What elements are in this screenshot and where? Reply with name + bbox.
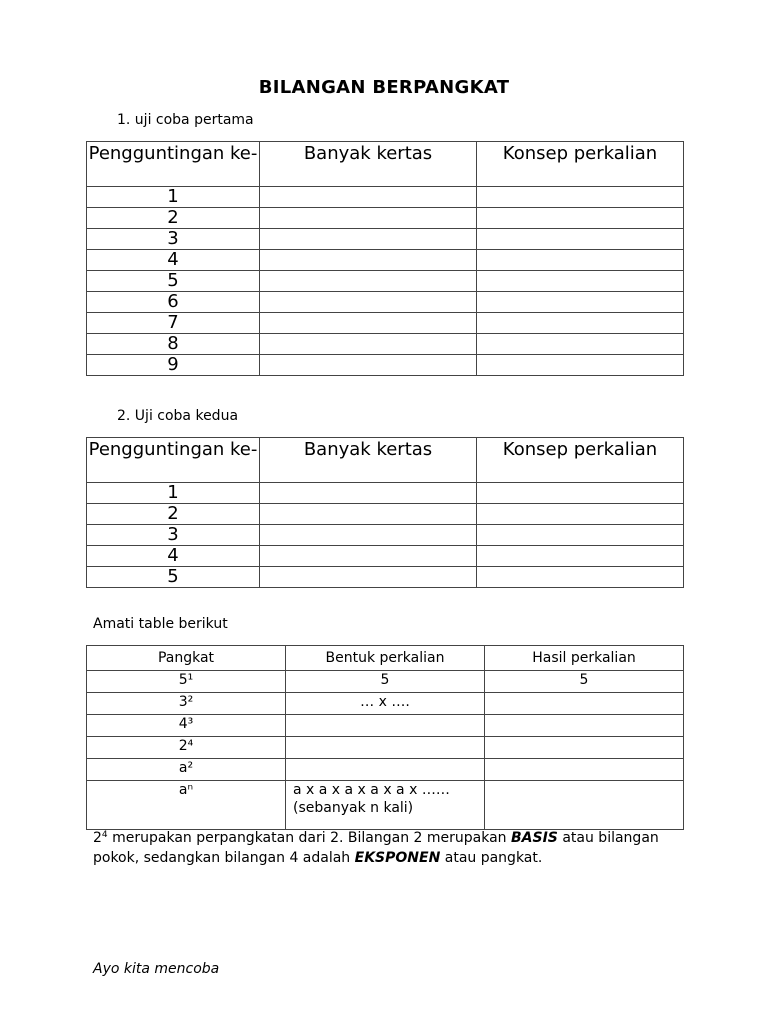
banyak-kertas-cell: [260, 525, 477, 546]
header-konsep-perkalian: Konsep perkalian: [477, 438, 684, 483]
para-text-3: atau pangkat.: [440, 850, 543, 866]
table-row: [87, 334, 684, 355]
pangkat-cell: 4³: [87, 715, 286, 737]
konsep-perkalian-cell: [477, 567, 684, 588]
page-title: BILANGAN BERPANGKAT: [258, 77, 510, 98]
konsep-perkalian-cell: [477, 355, 684, 376]
banyak-kertas-cell: [260, 504, 477, 525]
row-number: 2: [87, 504, 260, 525]
banyak-kertas-cell: [260, 250, 477, 271]
konsep-perkalian-cell: [477, 208, 684, 229]
table-row: [87, 759, 684, 781]
para-text-1: merupakan perpangkatan dari 2. Bilangan 2 merupakan: [107, 830, 511, 846]
table-uji-coba-pertama: [86, 141, 684, 376]
row-number: 8: [87, 334, 260, 355]
bentuk-perkalian-cell: … x ….: [286, 693, 485, 715]
table-row: [87, 483, 684, 504]
table-row: [87, 271, 684, 292]
row-number: 1: [87, 187, 260, 208]
header-konsep-perkalian: Konsep perkalian: [477, 142, 684, 187]
table-row: [87, 313, 684, 334]
header-banyak-kertas: Banyak kertas: [260, 438, 477, 483]
footer-text: Ayo kita mencoba: [93, 961, 220, 977]
table-row: [87, 355, 684, 376]
header-pengguntingan: Pengguntingan ke-: [87, 438, 260, 483]
bentuk-perkalian-cell: a x a x a x a x a x …… (sebanyak n kali): [286, 781, 485, 830]
konsep-perkalian-cell: [477, 546, 684, 567]
konsep-perkalian-cell: [477, 271, 684, 292]
banyak-kertas-cell: [260, 546, 477, 567]
header-pangkat: Pangkat: [87, 646, 286, 671]
section2-heading: 2. Uji coba kedua: [117, 408, 239, 424]
row-number: 3: [87, 229, 260, 250]
table-row: [87, 292, 684, 313]
hasil-perkalian-cell: [485, 759, 684, 781]
banyak-kertas-cell: [260, 313, 477, 334]
bentuk-perkalian-cell: [286, 715, 485, 737]
table-row: [87, 229, 684, 250]
base-number: 2: [93, 830, 102, 846]
pangkat-cell: 5¹: [87, 671, 286, 693]
konsep-perkalian-cell: [477, 292, 684, 313]
konsep-perkalian-cell: [477, 250, 684, 271]
row-number: 6: [87, 292, 260, 313]
hasil-perkalian-cell: [485, 693, 684, 715]
banyak-kertas-cell: [260, 567, 477, 588]
row-number: 4: [87, 250, 260, 271]
header-pengguntingan: Pengguntingan ke-: [87, 142, 260, 187]
konsep-perkalian-cell: [477, 483, 684, 504]
explanation-paragraph: [93, 828, 693, 868]
table-row: [87, 504, 684, 525]
para-text-2: atau bilangan pokok, sedangkan bilangan 4 adalah: [93, 830, 659, 866]
basis-term: BASIS: [511, 830, 558, 846]
konsep-perkalian-cell: [477, 187, 684, 208]
row-number: 3: [87, 525, 260, 546]
table-row: [87, 546, 684, 567]
banyak-kertas-cell: [260, 292, 477, 313]
table-row: [87, 781, 684, 830]
row-number: 4: [87, 546, 260, 567]
hasil-perkalian-cell: 5: [485, 671, 684, 693]
hasil-perkalian-cell: [485, 737, 684, 759]
row-number: 9: [87, 355, 260, 376]
konsep-perkalian-cell: [477, 334, 684, 355]
table-row: [87, 208, 684, 229]
pangkat-cell: a²: [87, 759, 286, 781]
konsep-perkalian-cell: [477, 504, 684, 525]
bentuk-perkalian-cell: [286, 737, 485, 759]
table-row: [87, 250, 684, 271]
eksponen-term: EKSPONEN: [354, 850, 441, 866]
bentuk-perkalian-cell: 5: [286, 671, 485, 693]
table-row: [87, 715, 684, 737]
row-number: 2: [87, 208, 260, 229]
konsep-perkalian-cell: [477, 229, 684, 250]
banyak-kertas-cell: [260, 229, 477, 250]
header-hasil-perkalian: Hasil perkalian: [485, 646, 684, 671]
konsep-perkalian-cell: [477, 525, 684, 546]
header-banyak-kertas: Banyak kertas: [260, 142, 477, 187]
header-bentuk-perkalian: Bentuk perkalian: [286, 646, 485, 671]
table-uji-coba-kedua: [86, 437, 684, 588]
row-number: 5: [87, 567, 260, 588]
table-row: [87, 693, 684, 715]
table-row: [87, 525, 684, 546]
bentuk-perkalian-cell: [286, 759, 485, 781]
hasil-perkalian-cell: [485, 715, 684, 737]
konsep-perkalian-cell: [477, 313, 684, 334]
banyak-kertas-cell: [260, 187, 477, 208]
banyak-kertas-cell: [260, 483, 477, 504]
row-number: 5: [87, 271, 260, 292]
exponent-superscript: 4: [101, 830, 108, 840]
table-row: [87, 567, 684, 588]
banyak-kertas-cell: [260, 208, 477, 229]
section1-heading: 1. uji coba pertama: [117, 112, 254, 128]
banyak-kertas-cell: [260, 355, 477, 376]
banyak-kertas-cell: [260, 271, 477, 292]
pangkat-cell: aⁿ: [87, 781, 286, 830]
row-number: 7: [87, 313, 260, 334]
pangkat-cell: 2⁴: [87, 737, 286, 759]
section3-heading: Amati table berikut: [93, 616, 228, 632]
hasil-perkalian-cell: [485, 781, 684, 830]
row-number: 1: [87, 483, 260, 504]
pangkat-cell: 3²: [87, 693, 286, 715]
table-pangkat: [86, 645, 684, 830]
table-row: [87, 737, 684, 759]
banyak-kertas-cell: [260, 334, 477, 355]
table-row: [87, 187, 684, 208]
table-row: [87, 671, 684, 693]
